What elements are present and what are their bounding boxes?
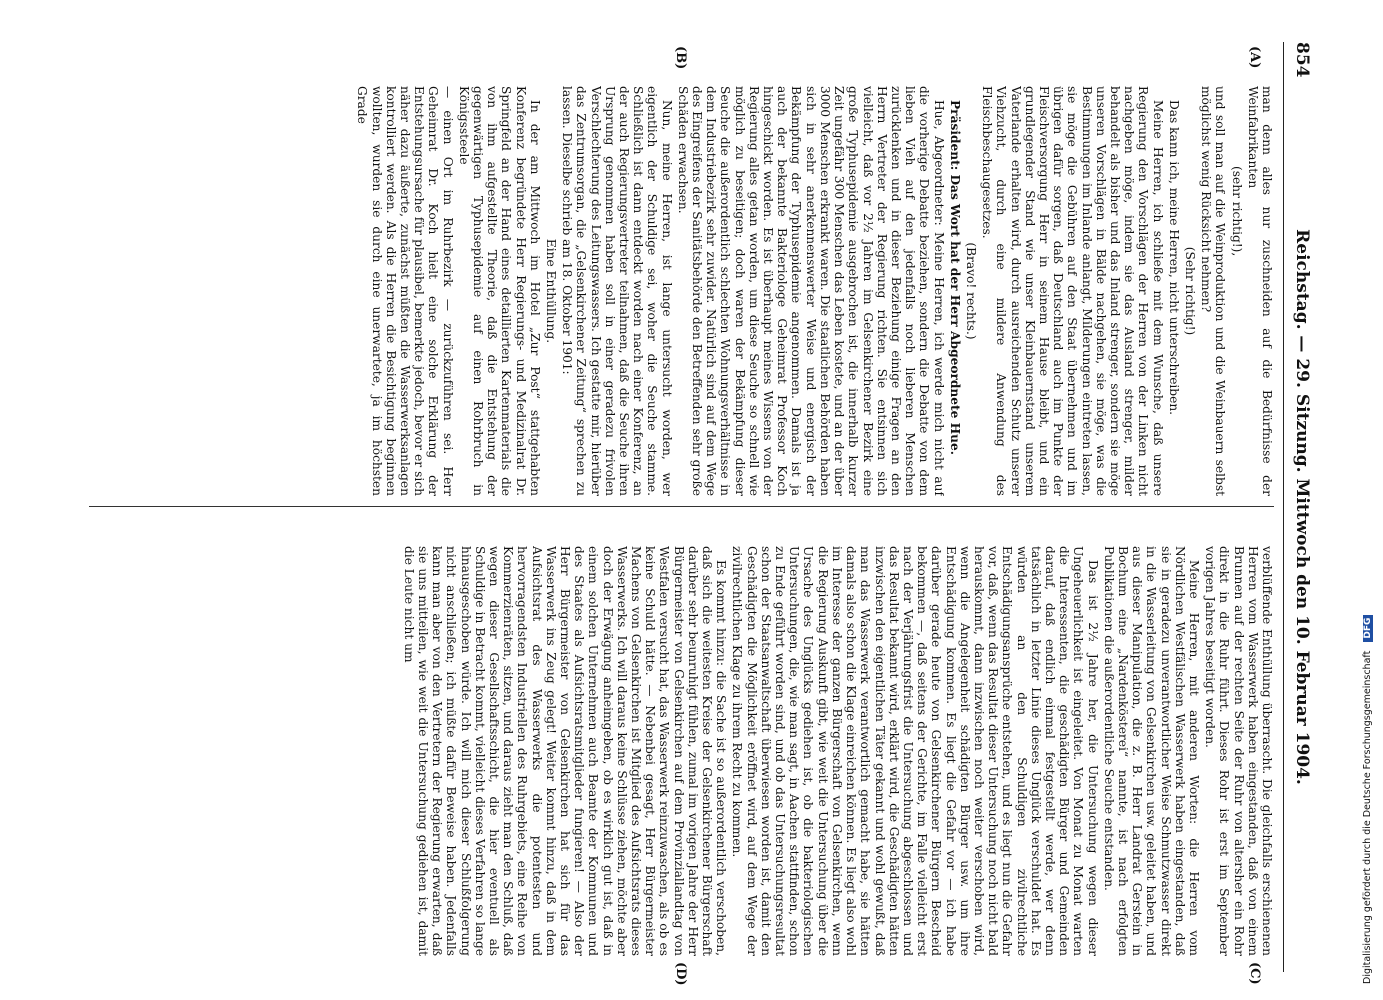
quote-paragraph: In der am Mittwoch im Hotel „Zur Post“ stattgehabten Konferenz begründete Herr Regierungs- und Medizinalrat Dr. Springfeld an der Hand eines detaillierten Kartenmaterials die von ihm aufgestellte Theorie, daß die Entstehung der gegenwärtigen Typhusepidemie auf einen Rohrbruch in Königssteele — [456, 86, 542, 496]
paragraph: Das kann ich, meine Herren, nicht unterschreiben. — [1166, 100, 1181, 416]
paragraph: und soll man auf die Weinproduktion und die Weinbauern selbst möglichst wenig Rücksicht nehmen? — [1199, 86, 1228, 496]
column-divider — [89, 506, 1274, 507]
quote-paragraph: verblüffende Enthüllung überrascht. Die gleichfalls erschienenen Herren vom Wasserwerk haben eingestanden, daß von einem Brunnen auf der rechten Seite der Ruhr von altersher ein Rohr direkt in die Ruhr führt. Dieses Rohr ist erst im September vorigen Jahres beseitigt worden. — [1203, 546, 1274, 956]
page-number: 854 — [1292, 42, 1312, 78]
interjection: (Sehr richtig!) — [1182, 246, 1197, 336]
paragraph: Nun, meine Herren, ist lange untersucht worden, wer eigentlich der Schuldige sei, woher die Seuche stamme. Schließlich ist dann entdeckt worden nach einer Konferenz, an der auch Regierungsvertreter teilnahmen, daß die Seuche ihren Ursprung genommen haben soll in einer geradezu frivolen Verschlechterung des Leitungswassers. Ich gestatte mir, hierüber das Zentrumsorgan, die „Gelsenkirchener Zeitung“ sprechen zu lassen. Dieselbe schrieb am 18. Oktober 1901: — [560, 86, 674, 496]
text-column-left — [89, 86, 1274, 496]
document-page — [78, 42, 1318, 986]
quote-heading: Eine Enthüllung. — [544, 238, 559, 344]
paragraph: man denn alles nur zuschneiden auf die Bedürfnisse der Weinfabrikanten — [1245, 86, 1274, 496]
text-column-right — [89, 546, 1274, 956]
margin-mark-b: (B) — [673, 46, 688, 70]
page-title: Reichstag. — 29. Sitzung. Mittwoch den 10. Februar 1904. — [1292, 229, 1312, 785]
interjection: (sehr richtig!), — [1229, 166, 1244, 257]
credit-text: Digitalisierung gefördert durch die Deutsche Forschungsgemeinschaft — [1362, 650, 1373, 984]
margin-mark-a: (A) — [1247, 46, 1262, 69]
running-header — [1283, 42, 1318, 972]
quote-paragraph: — einen Ort im Ruhrbezirk — zurückzuführen sei. Herr Geheimrat Dr. Koch hielt eine solche Erklärung der Entstehungsursache für plausibel, bemerkte jedoch, bevor er sich näher dazu äußerte, zunächst müßten die Wasserwerksanlagen kontrolliert werden. Als die Herren die Besichtigung beginnen wollten, wurden sie durch eine unerwartete, ja im höchsten Grade — [355, 86, 455, 496]
paragraph: Das ist 2½ Jahre her, die Untersuchung wegen dieser Ungeheuerlichkeit ist eingeleitet. Von Monat zu Monat warten die Interessenten, die geschädigten Bürger und Gemeinden darauf, daß endlich einmal festgestellt werde, wer denn tatsächlich in letzter Linie dieses Unglück verschuldet hat. Es würden an den Schuldigen zivilrechtliche Entschädigungsansprüche entstehen, und es liegt nun die Gefahr vor, daß, wenn das Resultat dieser Untersuchung noch nicht bald herauskommt, dann inzwischen noch weiter verschoben wird, wenn die Angelegenheit schädigten Bürger usw. um ihre Entschädigung kommen. Es liegt die Gefahr vor — ich habe darüber gerade heute von Gelsenkirchener Bürgern Bescheid bekommen —, daß seitens der Gerichte, im Falle vielleicht erst nach der Verjährungsfrist die Untersuchung abgeschlossen und das Resultat bekannt wird, erklärt wird, die Geschädigten hätten inzwischen den eigentlichen Täter gekannt und wohl gewußt, daß man das Wasserwerk verantwortlich gemacht habe, sie hätten damals also schon die Klage einreichen können. Es liegt also wohl im Interesse der ganzen Bürgerschaft von Gelsenkirchen, wenn die Regierung Auskunft gibt, wie weit die Untersuchung über die Ursache des Unglücks gediehen ist, ob die bakteriologischen Untersuchungen, die, wie man sagt, in Aachen stattfinden, schon zu Ende geführt worden sind, und ob das Untersuchungsresultat schon der Staatsanwaltschaft überwiesen worden ist, damit den Geschädigten die Möglichkeit eröffnet wird, auf dem Wege der zivilrechtlichen Klage zu ihrem Recht zu kommen. — [730, 546, 1100, 956]
interjection: (Bravo! rechts.) — [963, 242, 978, 340]
paragraph: Meine Herren, mit anderen Worten: die Herren vom Nördlichen Westfälischen Wasserwerk haben eingestanden, daß sie in geradezu unverantwortlicher Weise Schmutzwasser direkt in die Wasserleitung von Gelsenkirchen usw. geleitet haben, und aus dieser Manipulation, die z. B. Herr Landrat Gerstein in Bochum eine „Nardenkösterei“ nannte, ist nach erfolgten Publikationen die außerordentliche Seuche entstanden. — [1101, 546, 1201, 956]
speaker-line: Präsident: Das Wort hat der Herr Abgeordnete Hue. — [947, 100, 962, 456]
margin-mark-d: (D) — [673, 962, 688, 986]
dfg-logo: DFG — [1363, 615, 1373, 642]
digitization-credit — [1362, 4, 1380, 984]
paragraph: Hue, Abgeordneter: Meine Herren, ich werde mich nicht auf die vorherige Debatte beziehen, sondern die Debatte von dem lieben Vieh auf den jedenfalls noch lieberen Menschen zurücklenken und in dieser Beziehung einige Fragen an den Herrn Vertreter der Regierung richten. Sie entsinnen sich vielleicht, daß vor 2½ Jahren im Gelsenkirchener Bezirk eine große Typhusepidemie ausgebrochen ist, die innerhalb kurzer Zeit ungefähr 300 Menschen das Leben kostete, und an der über 3000 Menschen erkrankt waren. Die staatlichen Behörden haben sich in sehr anerkennenswerter Weise und energisch der Bekämpfung der Typhusepidemie angenommen. Damals ist ja auch der bekannte Bakteriologe Geheimrat Professor Koch hingeschickt worden. Es ist überhaupt meines Wissens von der Regierung alles getan worden, um diese Seuche so schnell wie möglich zu beseitigen; doch waren der Bekämpfung dieser Seuche die außerordentlich schlechten Wohnungsverhältnisse in dem Industriebezirk sehr zuwider. Natürlich sind auf dem Wege des Eingreifens der Sanitätsbehörde den Betreffenden sehr große Schäden erwachsen. — [675, 86, 946, 496]
margin-mark-c: (C) — [1247, 962, 1262, 985]
paragraph: Meine Herren, ich schließe mit dem Wunsche, daß unsere Regierung den Vorschlägen der Herren von der Linken nicht nachgeben möge, indem sie das Ausland strenger, milder behandelt als bisher und das Inland strenger, sondern sie möge unseren Vorschlägen in Bälde nachgehen, sie möge, was die Bestimmungen im Inlande anlangt, Milderungen eintreten lassen, sie möge die Gebühren auf den Staat übernehmen und im übrigen dafür sorgen, daß Deutschland auch im Punkte der Fleischversorgung Herr in seinem Hause bleibt, und ein grundlegender Stand wie unser Kleinbauernstand unserem Vaterlande erhalten wird, durch ausreichenden Schutz unserer Viehzucht, durch eine mildere Anwendung des Fleischbeschaugesetzes. — [980, 86, 1165, 496]
paragraph: Es kommt hinzu: die Sache ist so außerordentlich verschoben, daß sich die weitesten Kreise der Gelsenkirchener Bürgerschaft darüber sehr beunruhigt fühlen, zumal im vorigen Jahre der Herr Bürgermeister von Gelsenkirchen auf dem Provinziallandtag von Westfalen versucht hat, das Wasserwerk reinzuwaschen, als ob es keine Schuld hätte. — Nebenbei gesagt, Herr Bürgermeister Machens von Gelsenkirchen ist Mitglied des Aufsichtsrats dieses Wasserwerks. Ich will daraus keine Schlüsse ziehen, möchte aber doch der Erwägung anheimgeben, ob es wirklich gut ist, daß in einem solchen Unternehmen auch Beamte der Kommunen und des Staates als Aufsichtsratsmitglieder fungieren! — Also der Herr Bürgermeister von Gelsenkirchen hat sich für das Wasserwerk ins Zeug gelegt! Weiter kommt hinzu, daß in dem Aufsichtsrat des Wasserwerks die potentesten und hervorragendsten Industriellen des Ruhrgebiets, eine Reihe von Kommerzienräten, sitzen, und daraus zieht man den Schluß, daß wegen dieser Gesellschaftsschicht, die hier eventuell als Schuldige in Betracht kommt, vielleicht dieses Verfahren so lange hinausgeschoben würde. Ich will mich dieser Schlußfolgerung nicht anschließen; ich müßte dafür Beweise haben. Jedenfalls kann man aber von den Vertretern der Regierung erwarten, daß sie uns mitteilen, wie weit die Untersuchung gediehen ist, damit die Leute nicht um — [401, 546, 729, 956]
